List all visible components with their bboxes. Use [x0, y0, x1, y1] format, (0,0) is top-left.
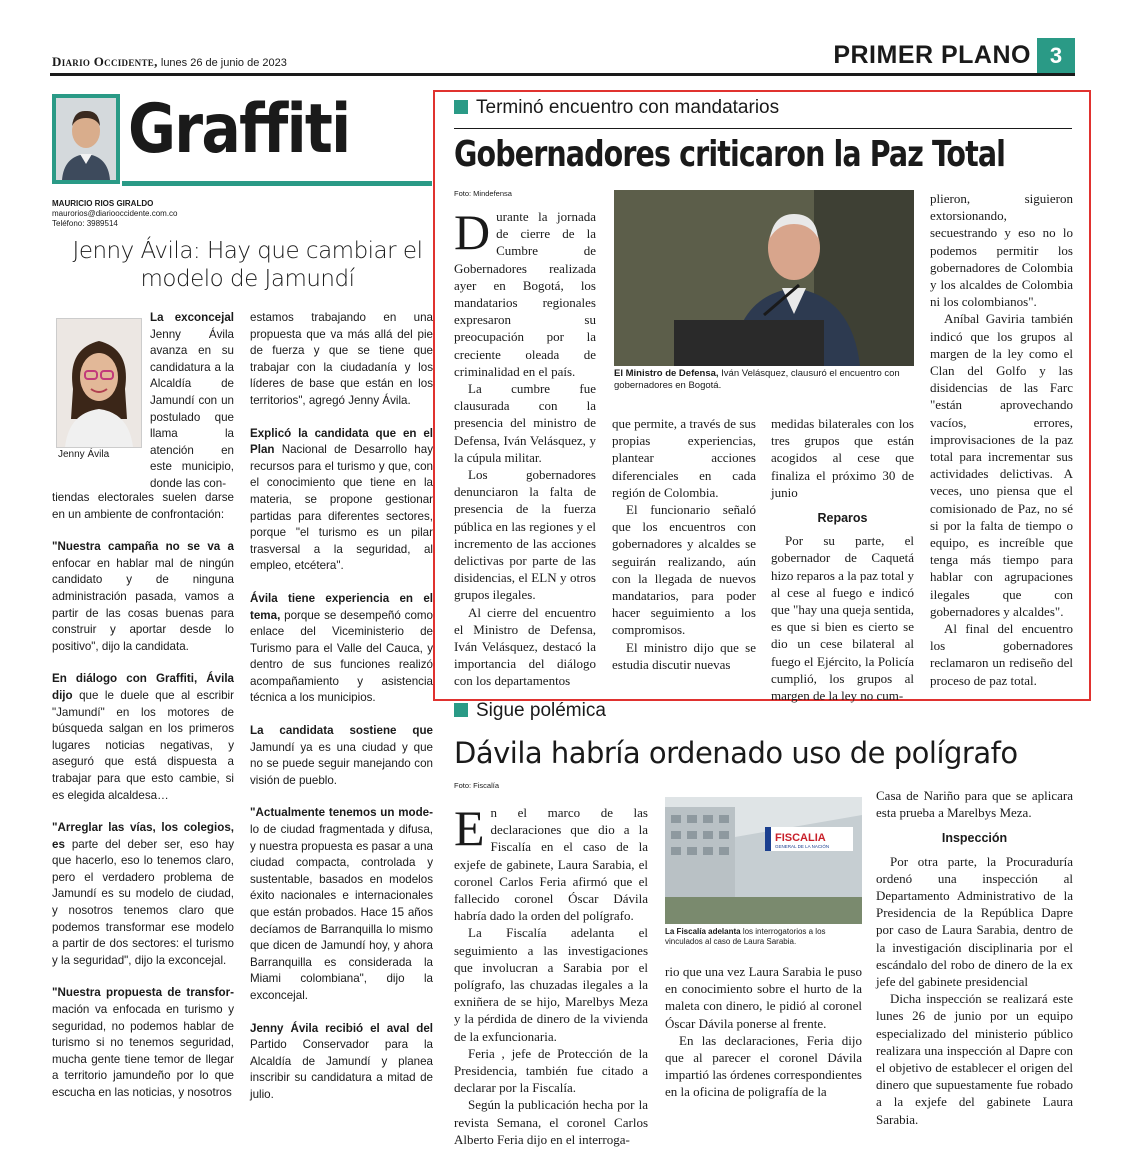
- second-photo-caption: [665, 927, 862, 947]
- author-email: maurorios@diariooccidente.com.co: [52, 209, 178, 218]
- paragraph: [250, 591, 433, 707]
- paragraph-text: parte del deber ser, eso hay que hacerlo, eso lo tenemos claro, pero el verdadero problema de Jamundí es su modelo de ciudad, y nosotros tenemos claro que podemos transformar ese modelo a partir de dos sectores: el turismo y la seguridad", dijo la exconcejal.: [52, 837, 234, 967]
- paragraph: rio que una vez Laura Sarabia le puso en conocimiento sobre el hurto de la maleta con dinero, le pidió al coronel Óscar Dávila ponerse al frente.: [665, 964, 862, 1031]
- paragraph: [250, 426, 433, 575]
- second-article-col1: [454, 800, 648, 1148]
- lead-text: Jenny Ávila avanza en su candidatura a la Alcaldía de Jamundí con un postulado que llama la atención en este municipio, donde las con-: [150, 327, 234, 490]
- paragraph-lead: En diálogo con Graffiti, Ávila dijo: [52, 672, 234, 702]
- graffiti-col1-top: [150, 310, 234, 493]
- candidate-photo: [56, 318, 142, 448]
- main-photo-caption: [614, 368, 914, 391]
- paragraph-lead: "Nuestra propuesta de transfor-: [52, 986, 234, 1000]
- paragraph-text: Nacional de Desarrollo hay recursos para el turismo y que, con el conocimiento que tiene en la materia, se propone gestionar partidas para diferentes sectores, porque "el turismo es un pilar trasversal a la seguridad, al empleo, etcétera".: [250, 443, 433, 573]
- paragraph: [250, 723, 433, 789]
- author-info: [52, 199, 178, 229]
- newspaper-brand: Diario Occidente,: [52, 54, 158, 69]
- caption-lead: El Ministro de Defensa,: [614, 368, 719, 379]
- paragraph: Dicha inspección se realizará este lunes 26 de junio por un equipo especializado del ministerio público realizara una inspección al Dapre con el objetivo de establecer el origen del dinero que supuestamente fue robado a la exjefe del gabinete Laura Sarabia.: [876, 991, 1073, 1127]
- paragraph-lead: "Actualmente tenemos un mode-: [250, 806, 433, 820]
- author-photo: [52, 94, 120, 184]
- main-article-col3: [771, 415, 914, 704]
- paragraph-text: Partido Conservador para la Alcaldía de Jamundí y planea inscribir su candidatura a mitad de julio.: [250, 1038, 433, 1101]
- dropcap: E: [454, 800, 485, 856]
- caption-text: Iván Velásquez, clausuró el encuentro con gobernadores en Bogotá.: [614, 368, 900, 391]
- minister-speech-image: [614, 190, 914, 366]
- paragraph: [454, 800, 648, 924]
- caption-lead: La Fiscalía adelanta: [665, 927, 741, 936]
- paragraph: Por su parte, el gobernador de Caquetá hizo reparos a la paz total y al cese al fuego e indicó que "hay una queja sentida, es que si bien es cierto se dio un cese bilateral al fuego el Ejército, la Policía cumplió, los grupos al margen de la ley no cum-: [771, 533, 914, 704]
- paragraph: Al final del encuentro los gobernadores reclamaron un rediseño del proceso de paz total.: [930, 621, 1073, 688]
- second-article-col3: [876, 787, 1073, 1128]
- issue-date: lunes 26 de junio de 2023: [160, 57, 287, 69]
- paragraph-lead: La candidata sostiene que: [250, 724, 433, 738]
- paragraph: [454, 204, 596, 380]
- paragraph: Al cierre del encuentro el Ministro de Defensa, Iván Velásquez, destacó la importancia del diálogo con los departamentos: [454, 604, 596, 689]
- graffiti-col1-bottom: [52, 490, 234, 1118]
- paragraph-text: Jamundí ya es una ciudad y que no se puede seguir manejando con visión de pueblo.: [250, 740, 433, 787]
- main-article-col1: [454, 204, 596, 690]
- dropcap: D: [454, 204, 491, 260]
- second-article-col2: [665, 963, 862, 1101]
- paragraph: que permite, a través de sus propias experiencias, plantear acciones diferenciales en cada región de Colombia.: [612, 416, 756, 500]
- paragraph: [52, 985, 234, 1101]
- candidate-portrait-image: [57, 319, 141, 447]
- kicker-square-icon: [454, 100, 468, 114]
- paragraph-lead: Ávila tiene experiencia en el tema,: [250, 591, 433, 622]
- paragraph: [52, 539, 234, 655]
- paragraph: plieron, siguieron extorsionando, secuestrando y eso no lo podemos permitir los gobernadores de Colombia y los alcaldes de Colombia ni los colombianos".: [930, 191, 1073, 310]
- paragraph: Por otra parte, la Procuraduría ordenó una inspección al Departamento Administrativo de la Presidencia de la República Dapre por caso de Laura Sarabia, dentro de la investigación disciplinaria por el escándalo del robo de dinero de la ex jefe del gabinete presidencial: [876, 853, 1073, 990]
- author-portrait-image: [56, 98, 116, 180]
- masthead-rule: [50, 73, 1075, 76]
- paragraph: En las declaraciones, Feria dijo que al parecer el coronel Dávila impartió las órdenes correspondientes en la oficina de poligrafía de la: [665, 1032, 862, 1100]
- subhead-inspeccion: Inspección: [941, 831, 1008, 846]
- kicker-text: Terminó encuentro con mandatarios: [476, 97, 780, 118]
- kicker-text: Sigue polémica: [476, 700, 606, 721]
- paragraph-lead: Explicó la candidata que en el Plan: [250, 426, 433, 457]
- paragraph: Aníbal Gaviria también indicó que los grupos al margen de la ley como el Clan del Golfo y las disidencias de las Farc "están aprovechando vacíos, errores, improvisaciones de la paz total para incrementar sus actividades delictivas. A veces, uno piensa que el comisionado de Paz, no sé si por la falta de tiempo o equipo, es increíble que tenga más tiempo para hablar con agrupaciones ilegales que con gobernadores y alcaldes".: [930, 311, 1073, 619]
- paragraph: [250, 1021, 433, 1104]
- paragraph: medidas bilaterales con los tres grupos que están acogidos al cese que finaliza el próximo 30 de junio: [771, 416, 914, 500]
- main-article-kicker: [454, 97, 779, 119]
- paragraph-text: porque se desempeñó como enlace del Viceministerio de Turismo para el Valle del Cauca, y dentro de sus funciones realizó acompañamiento y asistencia técnica a los municipios.: [250, 608, 433, 705]
- page-number: 3: [1037, 38, 1075, 74]
- paragraph: [250, 805, 433, 1004]
- paragraph-text: enfocar en hablar mal de ningún candidato y de ninguna administración pasada, vamos a partir de las cosas buenas para construir y aportar desde lo positivo", dijo la candidata.: [52, 556, 234, 653]
- graffiti-headline: Jenny Ávila: Hay que cambiar el modelo de Jamundí: [72, 238, 423, 292]
- caption-text: los interrogatorios a los vinculados al caso de Laura Sarabia.: [665, 927, 826, 946]
- main-article-col2: [612, 415, 756, 673]
- paragraph-lead: Jenny Ávila recibió el aval del: [250, 1021, 433, 1035]
- paragraph-text: lo de ciudad fragmentada y difusa, y nuestra propuesta es pasar a una ciudad compacta, controlada y sustentable, basados en modelos éxito nacionales e internacionales que están probados. Hace 15 años decíamos de Barranquilla lo mismo que dicen de Jamundí hoy, y ahora Barranquilla es considerada la Miami colombiana", dijo la exconcejal.: [250, 823, 433, 1002]
- paragraph: La Fiscalía adelanta el seguimiento a las investigaciones que involucran a Sarabia por el polígrafo, las chuzadas ilegales a la exniñera de se hijo, Marelbys Meza y la pérdida de dinero de la vivienda de la exfuncionaria.: [454, 925, 648, 1044]
- paragraph: Feria , jefe de Protección de la Presidencia, también fue citado a declarar por la Fiscalía.: [454, 1045, 648, 1096]
- second-photo-credit: Foto: Fiscalía: [454, 781, 500, 790]
- paragraph: El ministro dijo que se estudia discutir nuevas: [612, 639, 756, 672]
- paragraph: Los gobernadores denunciaron la falta de presencia de la fuerza pública en las regiones y el incremento de las acciones delictivas por parte de las disidencias, el ELN y otros grupos ilegales.: [454, 467, 596, 603]
- kicker-square-icon: [454, 703, 468, 717]
- paragraph: Casa de Nariño para que se aplicara esta prueba a Marelbys Meza.: [876, 788, 1073, 821]
- main-article-col4: [930, 190, 1073, 689]
- fiscalia-sign-subtext: GENERAL DE LA NACIÓN: [775, 844, 830, 849]
- fiscalia-building-photo: [665, 797, 862, 924]
- main-article-headline: Gobernadores criticaron la Paz Total: [454, 134, 1006, 175]
- paragraph: El funcionario señaló que los encuentros con gobernadores y alcaldes se seguirán realizando, aún con la llegada de nuevos mandatarios, para poder hacer seguimiento a los compromisos.: [612, 502, 756, 638]
- paragraph-text: n el marco de las declaraciones que dio a la Fiscalía en el caso de la exjefe de gabinete, Laura Sarabia, el coronel Carlos Feria afirmó que el fallecido coronel Óscar Dávila habría dado la orden del polígrafo.: [454, 805, 648, 924]
- paragraph-text: que le duele que al escribir "Jamundí" en los motores de búsqueda salgan en los primeros lugares noticias negativas, y aseguró que está dispuesta a trabajar para que esto cambie, si es elegida alcaldesa…: [52, 688, 234, 802]
- fiscalia-building-image: [665, 797, 862, 924]
- lead-bold: La exconcejal: [150, 311, 234, 324]
- graffiti-column-title: Graffiti: [128, 90, 350, 169]
- paragraph: [52, 820, 234, 969]
- subhead-reparos: Reparos: [817, 511, 868, 526]
- main-photo-credit: Foto: Mindefensa: [454, 189, 512, 198]
- main-article-photo: [614, 190, 914, 366]
- paragraph-lead: "Nuestra campaña no se va a: [52, 540, 234, 554]
- graffiti-title-rule: [122, 181, 432, 186]
- kicker-rule: [454, 128, 1072, 129]
- author-phone: Teléfono: 3989514: [52, 219, 118, 228]
- paragraph: tiendas electorales suelen darse en un ambiente de confrontación:: [52, 491, 234, 521]
- masthead-brand-date: [52, 54, 287, 70]
- paragraph: estamos trabajando en una propuesta que va más allá del pie de fuerza y que se tiene que trabajar con la ciudadanía y los líderes de base que están en los territorios", agregó Jenny Ávila.: [250, 311, 433, 407]
- paragraph-text: urante la jornada de cierre de la Cumbre de Gobernadores realizada ayer en Bogotá, los mandatarios regionales expresaron su preocupación por la creciente oleada de criminalidad en el país.: [454, 209, 596, 379]
- fiscalia-sign-text: FISCALIA: [775, 832, 826, 844]
- second-article-kicker: [454, 700, 606, 722]
- graffiti-col2: [250, 310, 433, 1120]
- paragraph-text: mación va enfocada en turismo y seguridad, no podemos hablar de turismo si no tenemos seguridad, mucha gente tiene temor de llegar a territorio jamundeño por lo que escucha en las noticias, y nosotros: [52, 1003, 234, 1099]
- candidate-photo-caption: Jenny Ávila: [58, 449, 110, 460]
- paragraph: La cumbre fue clausurada con la presencia del ministro de Defensa, Iván Velásquez, y la cúpula militar.: [454, 381, 596, 465]
- section-name: PRIMER PLANO: [833, 41, 1031, 69]
- paragraph-lead: "Arreglar las vías, los colegios, es: [52, 821, 234, 851]
- paragraph: Según la publicación hecha por la revista Semana, el coronel Carlos Alberto Feria dijo en el interroga-: [454, 1097, 648, 1147]
- author-name: MAURICIO RIOS GIRALDO: [52, 199, 154, 208]
- paragraph: [52, 671, 234, 804]
- second-article-headline: Dávila habría ordenado uso de polígrafo: [454, 736, 1018, 770]
